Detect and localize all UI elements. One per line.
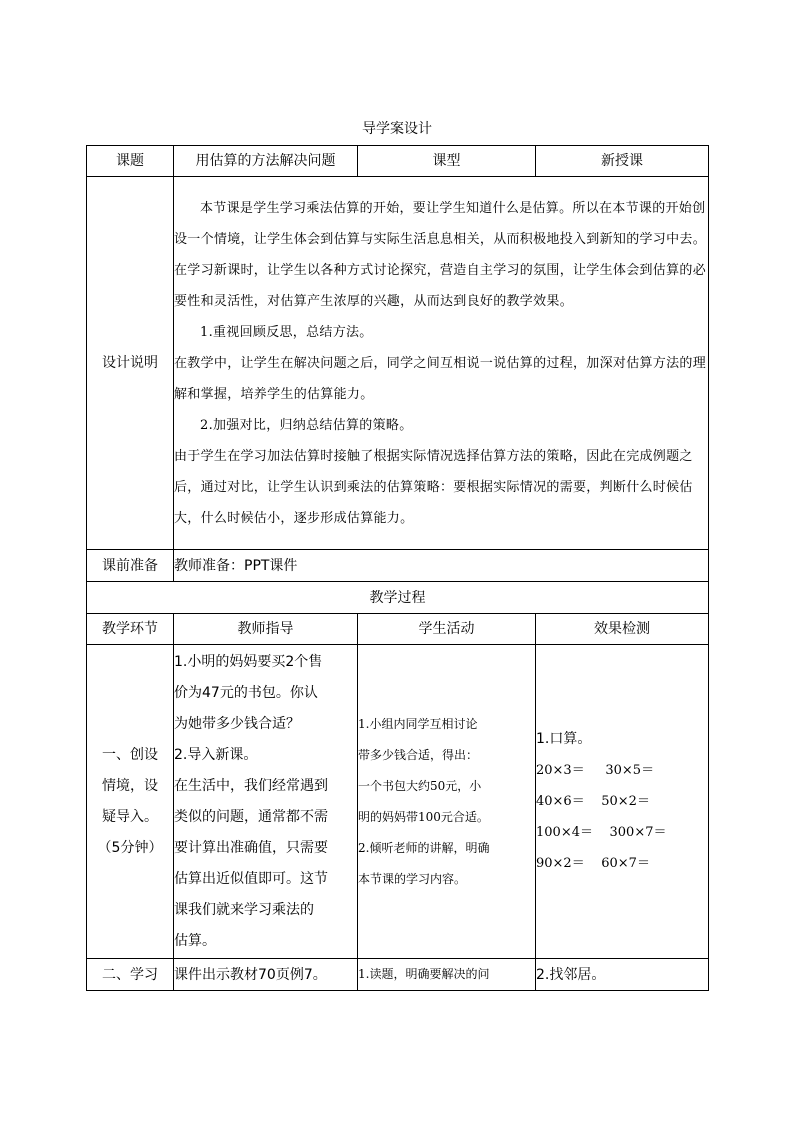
process-title-row bbox=[87, 582, 709, 614]
process-header-row bbox=[87, 614, 709, 645]
stage1-student-line: 明的妈妈带100元合适。 bbox=[358, 809, 489, 824]
header-row bbox=[87, 146, 709, 177]
stage1-student-line: 一个书包大约50元，小 bbox=[358, 778, 482, 793]
stage1-student bbox=[358, 645, 536, 959]
design-row bbox=[87, 177, 709, 550]
process-title: 教学过程 bbox=[87, 582, 709, 614]
topic-value: 用估算的方法解决问题 bbox=[174, 146, 358, 177]
stage2-check: 2.找邻居。 bbox=[536, 959, 709, 991]
stage1-teacher-line: 在生活中，我们经常遇到 bbox=[174, 777, 328, 794]
stage1-name bbox=[87, 645, 174, 959]
stage2-name: 二、学习 bbox=[87, 959, 174, 991]
prep-label: 课前准备 bbox=[87, 550, 174, 582]
lesson-type-label: 课型 bbox=[358, 146, 536, 177]
stage1-teacher-line: 价为47元的书包。你认 bbox=[174, 684, 318, 701]
stage1-teacher bbox=[174, 645, 358, 959]
stage1-check-line: 90×2＝ 60×7＝ bbox=[536, 856, 650, 871]
stage1-check-line: 1.口算。 bbox=[536, 731, 592, 747]
design-point1-body: 在教学中，让学生在解决问题之后，同学之间互相说一说估算的过程，加深对估算方法的理解和掌握，培养学生的估算能力。 bbox=[174, 355, 707, 402]
stage1-teacher-line: 1.小明的妈妈要买2个售 bbox=[174, 653, 323, 670]
prep-value: 教师准备：PPT课件 bbox=[174, 550, 709, 582]
stage1-student-line: 2.倾听老师的讲解，明确 bbox=[358, 840, 490, 855]
col-header-check: 效果检测 bbox=[536, 614, 709, 645]
stage2-student-line: 1.读题，明确要解决的问 bbox=[358, 967, 490, 981]
stage1-name-line: 一、创设 bbox=[102, 746, 158, 763]
stage1-student-line: 带多少钱合适，得出： bbox=[358, 747, 479, 762]
document-title: 导学案设计 bbox=[362, 121, 432, 137]
design-label: 设计说明 bbox=[87, 177, 174, 550]
col-header-stage: 教学环节 bbox=[87, 614, 174, 645]
design-point2-body: 由于学生在学习加法估算时接触了根据实际情况选择估算方法的策略，因此在完成例题之后，通过对比，让学生认识到乘法的估算策略：要根据实际情况的需要，判断什么时候估大，什么时候估小，逐步形成估算能力。 bbox=[174, 448, 693, 526]
stage1-teacher-line: 要计算出准确值，只需要 bbox=[174, 839, 328, 856]
stage1-name-line: 情境，设 bbox=[102, 777, 158, 794]
stage1-check bbox=[536, 645, 709, 959]
stage1-teacher-line: 课我们就来学习乘法的 bbox=[174, 901, 314, 918]
stage1-student-line: 1.小组内同学互相讨论 bbox=[358, 716, 478, 731]
stage2-student bbox=[358, 959, 536, 991]
lesson-type-value: 新授课 bbox=[536, 146, 709, 177]
stage1-check-line: 100×4＝ 300×7＝ bbox=[536, 825, 667, 840]
design-point1-title: 1.重视回顾反思，总结方法。 bbox=[200, 324, 373, 340]
prep-row bbox=[87, 550, 709, 582]
design-content bbox=[174, 177, 709, 550]
stage1-row bbox=[87, 645, 709, 959]
stage1-check-line: 40×6＝ 50×2＝ bbox=[536, 794, 650, 809]
col-header-student: 学生活动 bbox=[358, 614, 536, 645]
stage1-name-line: 疑导入。 bbox=[102, 808, 158, 825]
stage1-teacher-line: 估算。 bbox=[174, 932, 216, 949]
stage1-teacher-line: 类似的问题，通常都不需 bbox=[174, 808, 328, 825]
stage1-name-line: （5分钟） bbox=[97, 839, 163, 856]
col-header-teacher: 教师指导 bbox=[174, 614, 358, 645]
stage1-student-line: 本节课的学习内容。 bbox=[358, 871, 467, 886]
design-point2-title: 2.加强对比，归纳总结估算的策略。 bbox=[200, 417, 413, 433]
stage1-teacher-line: 2.导入新课。 bbox=[174, 746, 258, 763]
stage1-check-line: 20×3＝ 30×5＝ bbox=[536, 763, 655, 778]
stage1-teacher-line: 估算出近似值即可。这节 bbox=[174, 870, 328, 887]
lesson-plan-table bbox=[86, 145, 709, 991]
stage2-row bbox=[87, 959, 709, 991]
stage2-teacher: 课件出示教材70页例7。 bbox=[174, 959, 358, 991]
stage1-teacher-line: 为她带多少钱合适？ bbox=[174, 715, 300, 732]
topic-label: 课题 bbox=[87, 146, 174, 177]
design-intro: 本节课是学生学习乘法估算的开始，要让学生知道什么是估算。所以在本节课的开始创设一个情境，让学生体会到估算与实际生活息息相关，从而积极地投入到新知的学习中去。在学习新课时，让学生以各种方式讨论探究，营造自主学习的氛围，让学生体会到估算的必要性和灵活性，对估算产生浓厚的兴趣，从而达到良好的教学效果。 bbox=[174, 200, 707, 309]
